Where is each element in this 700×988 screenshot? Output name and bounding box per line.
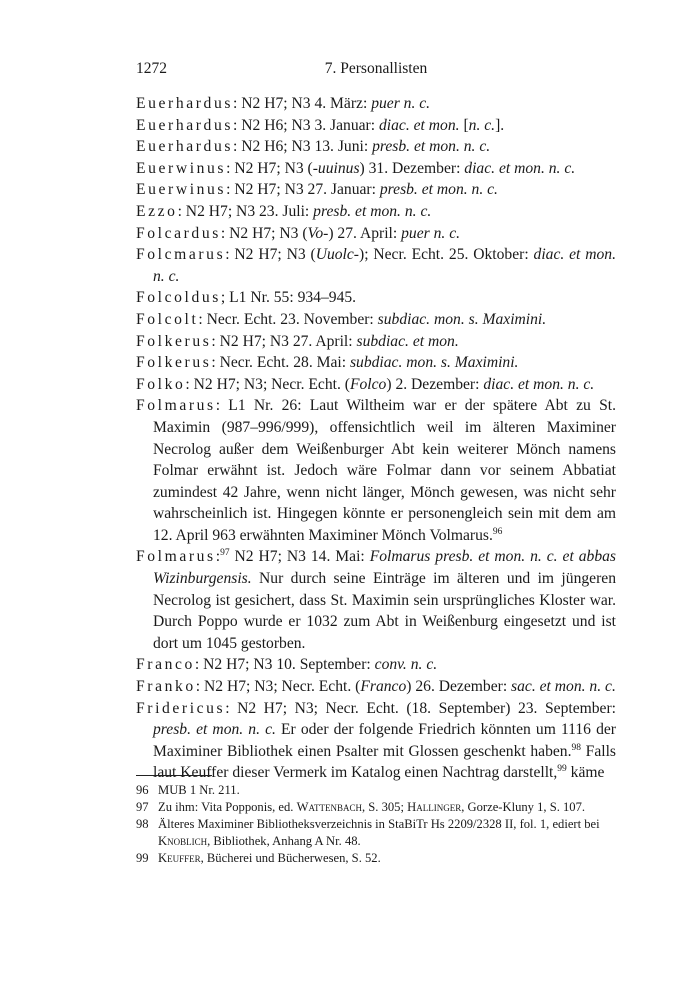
footnote-number: 96 <box>136 783 149 797</box>
entry-text: : Necr. Echt. 28. Mai: <box>211 354 350 372</box>
entry-text: Nur durch seine Einträge im älteren und im jüngeren Necrolog ist gesichert, dass St. Maximin sein ursprüngliches Kloster war. Durch Poppo wurde er 1032 zum Abt in Weißenburg eingesetzt und ist dort um 1045 gestorben. <box>153 570 616 652</box>
italic-text: Uuolc- <box>315 246 359 264</box>
person-name: Euerwinus <box>136 159 227 177</box>
person-entry <box>136 395 616 546</box>
italic-text: conv. n. c. <box>374 656 438 674</box>
person-entry <box>136 331 616 353</box>
entry-text: : N2 H7; N3 27. April: <box>211 332 357 350</box>
footnote <box>136 782 616 799</box>
entry-text: : <box>215 548 221 566</box>
entry-text: : N2 H7; N3 27. Januar: <box>226 181 380 199</box>
author-name: Knoblich <box>158 834 208 848</box>
entry-text: , Bibliothek, Anhang A Nr. 48. <box>207 834 361 848</box>
entry-text: : N2 H7; N3 4. März: <box>233 95 372 112</box>
entry-text: N2 H7; N3 14. Mai: <box>229 548 370 566</box>
person-entry <box>136 309 616 331</box>
footnote-ref: 96 <box>492 526 503 537</box>
footnote <box>136 850 616 867</box>
person-name: Euerhardus <box>136 138 234 156</box>
footnote-ref: 98 <box>571 742 581 753</box>
italic-text: subdiac. mon. s. Maximini. <box>377 310 547 328</box>
italic-text: Vo- <box>307 224 329 242</box>
person-name: Folmarus <box>136 397 216 415</box>
italic-text: Folmarus presb. et mon. n. c. et abbas Wizinburgensis. <box>153 548 616 588</box>
person-entry <box>136 201 616 223</box>
entry-text: Zu ihm: Vita Popponis, ed. <box>158 800 297 814</box>
entry-text: , Bücherei und Bücherwesen, S. 52. <box>200 851 381 865</box>
person-entry <box>136 352 616 374</box>
person-name: Folkerus <box>136 354 212 372</box>
footnotes <box>136 782 616 867</box>
italic-text: diac. et mon. n. c. <box>464 159 576 177</box>
person-entry <box>136 158 616 180</box>
person-entry <box>136 546 616 654</box>
italic-text: presb. et mon. n. c. <box>153 721 276 739</box>
entry-text: , S. 305; <box>361 800 408 814</box>
footnote <box>136 816 616 850</box>
entry-text: ); Necr. Echt. 25. Oktober: <box>359 246 534 264</box>
italic-text: presb. et mon. n. c. <box>372 138 491 156</box>
person-entry <box>136 179 616 201</box>
italic-text: -uuinus <box>312 159 360 177</box>
entry-list <box>136 93 616 784</box>
author-name: Keuffer <box>158 851 201 865</box>
italic-text: n. c. <box>468 116 496 134</box>
person-entry <box>136 374 616 396</box>
person-entry <box>136 93 616 115</box>
person-name: Folcardus <box>136 224 221 242</box>
italic-text: subdiac. et mon. <box>356 332 459 350</box>
person-entry <box>136 115 616 137</box>
entry-text: : N2 H7; N3; Necr. Echt. (18. September) 23. September: <box>225 699 616 717</box>
entry-text: Er oder der folgende Friedrich könnten um 1116 der Maximiner Bibliothek einen Psalter mit Glossen geschenkt haben. <box>153 721 616 760</box>
footnote-ref: 99 <box>557 764 567 775</box>
italic-text: presb. et mon. n. c. <box>313 202 432 220</box>
footnote-rule <box>136 775 212 776</box>
italic-text: diac. et mon. n. c. <box>483 375 595 393</box>
entry-text: Falls laut Keuffer dieser Vermerk im Katalog einen Nachtrag darstellt, <box>153 742 616 782</box>
entry-text: : N2 H6; N3 3. Januar: <box>233 116 379 134</box>
person-entry <box>136 244 616 287</box>
person-name: Folcoldus <box>136 289 221 307</box>
footnote-number: 97 <box>136 800 149 814</box>
entry-text: : Necr. Echt. 23. November: <box>198 310 378 328</box>
entry-text: : N2 H6; N3 13. Juni: <box>233 138 373 156</box>
entry-text: : N2 H7; N3; Necr. Echt. ( <box>195 678 361 696</box>
person-entry <box>136 136 616 158</box>
page-header <box>136 60 616 82</box>
entry-text: : N2 H7; N3 ( <box>225 246 316 264</box>
entry-text: ; L1 Nr. 55: 934–945. <box>220 289 357 307</box>
italic-text: puer n. c. <box>401 224 461 242</box>
entry-text: : N2 H7; N3 10. September: <box>194 656 375 674</box>
entry-text: , Gorze-Kluny 1, S. 107. <box>461 800 586 814</box>
italic-text: subdiac. mon. s. Maximini. <box>349 354 519 372</box>
person-name: Franko <box>136 678 196 696</box>
entry-text: Älteres Maximiner Bibliotheksverzeichnis in StaBiTr Hs 2209/2328 II, fol. 1, ediert bei <box>158 817 600 831</box>
person-entry <box>136 698 616 784</box>
person-name: Folcolt <box>136 310 199 328</box>
entry-text: : N2 H7; N3; Necr. Echt. ( <box>185 375 350 393</box>
running-head: 7. Personallisten <box>324 60 428 77</box>
person-name: Folkerus <box>136 332 212 350</box>
italic-text: presb. et mon. n. c. <box>379 181 498 199</box>
footnote <box>136 799 616 816</box>
entry-text: ]. <box>495 116 505 134</box>
entry-text: käme <box>566 764 605 782</box>
footnote-number: 98 <box>136 817 149 831</box>
person-name: Folko <box>136 375 186 393</box>
person-name: Euerhardus <box>136 116 234 134</box>
entry-text: [ <box>459 116 469 134</box>
person-name: Folcmarus <box>136 246 226 264</box>
entry-text: ) 31. Dezember: <box>359 159 465 177</box>
entry-text: : N2 H7; N3 ( <box>220 224 308 242</box>
person-name: Ezzo <box>136 202 178 220</box>
person-name: Fridericus <box>136 699 226 717</box>
person-entry <box>136 287 616 309</box>
person-entry <box>136 223 616 245</box>
italic-text: diac. et mon. n. c. <box>153 246 616 285</box>
entry-text: : L1 Nr. 26: Laut Wiltheim war er der spätere Abt zu St. Maximin (987–996/999), offensichtlich weil im älteren Maximiner Necrolog außer dem Weißenburger Abt kein weiterer Mönch namens Folmar erwähnt ist. Jedoch wäre Folmar dann vor seinem Abbatiat zumindest 42 Jahre, wenn nicht länger, Mönch gewesen, was nicht sehr wahrscheinlich ist. Hingegen könnte er personengleich sein mit dem am 12. April 963 erwähnten Maximiner Mönch Volmarus. <box>153 397 616 544</box>
entry-text: ) 26. Dezember: <box>406 678 512 696</box>
person-entry <box>136 654 616 676</box>
person-name: Euerwinus <box>136 181 227 199</box>
entry-text: MUB 1 Nr. 211. <box>158 783 240 797</box>
footnote-number: 99 <box>136 851 149 865</box>
entry-text: : N2 H7; N3 ( <box>226 159 313 177</box>
italic-text: puer n. c. <box>371 95 431 112</box>
author-name: Hallinger <box>407 800 462 814</box>
italic-text: sac. et mon. n. c. <box>511 678 616 696</box>
entry-text: ) 27. April: <box>328 224 402 242</box>
person-entry <box>136 676 616 698</box>
italic-text: Franco <box>360 678 407 696</box>
entry-text: : N2 H7; N3 23. Juli: <box>177 202 314 220</box>
person-name: Franco <box>136 656 195 674</box>
author-name: Wattenbach <box>296 800 362 814</box>
person-name: Folmarus <box>136 548 216 566</box>
italic-text: diac. et mon. <box>378 116 460 134</box>
person-name: Euerhardus <box>136 95 234 112</box>
page-number: 1272 <box>136 60 167 77</box>
entry-text: ) 2. Dezember: <box>386 375 484 393</box>
italic-text: Folco <box>349 375 387 393</box>
footnote-ref: 97 <box>220 548 230 559</box>
